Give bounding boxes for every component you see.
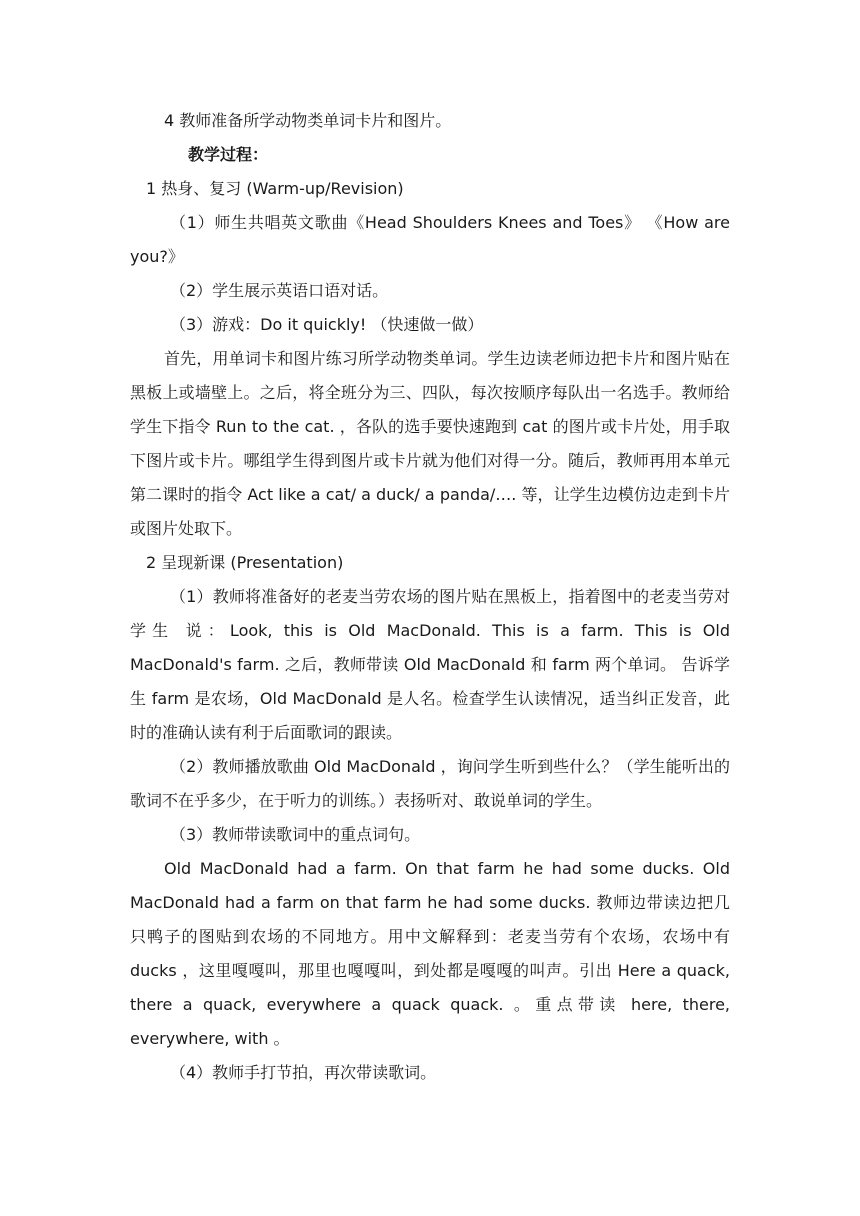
section-1-item-2: （2）学生展示英语口语对话。: [170, 281, 389, 300]
section-2-item-2: （2）教师播放歌曲 Old MacDonald ，询问学生听到些什么？（学生能听出的歌词不在乎多少，在于听力的训练。）表扬听对、敢说单词的学生。: [130, 757, 730, 810]
prep-item: 4 教师准备所学动物类单词卡片和图片。: [164, 111, 452, 130]
section-2-title: 2 呈现新课 (Presentation): [146, 553, 344, 572]
section-1-title: 1 热身、复习 (Warm-up/Revision): [146, 179, 404, 198]
section-2-item-1: （1）教师将准备好的老麦当劳农场的图片贴在黑板上，指着图中的老麦当劳对学生 说：Look, this is Old MacDonald. This is a farm. This is Old MacDonald's farm. 之后，教师带读 Old MacDonald 和 farm 两个单词。 告诉学生 farm 是农场，Old MacDonald 是人名。检查学生认读情况，适当纠正发音，此时的准确认读有利于后面歌词的跟读。: [130, 587, 730, 742]
section-2-paragraph: Old MacDonald had a farm. On that farm he had some ducks. Old MacDonald had a farm on that farm he had some ducks. 教师边带读边把几只鸭子的图贴到农场的不同地方。用中文解释到：老麦当劳有个农场，农场中有 ducks ，这里嘎嘎叫，那里也嘎嘎叫，到处都是嘎嘎的叫声。引出 Here a quack, there a quack, everywhere a quack quack. 。重点带读 here, there, everywhere, with 。: [130, 859, 730, 1048]
section-2-item-4: （4）教师手打节拍，再次带读歌词。: [170, 1063, 437, 1082]
process-heading: 教学过程：: [188, 145, 269, 164]
section-1-item-3: （3）游戏：Do it quickly! （快速做一做）: [170, 315, 484, 334]
section-2-item-3: （3）教师带读歌词中的重点词句。: [170, 825, 421, 844]
document-body: [130, 104, 730, 1090]
section-1-paragraph: 首先，用单词卡和图片练习所学动物类单词。学生边读老师边把卡片和图片贴在黑板上或墙壁上。之后，将全班分为三、四队，每次按顺序每队出一名选手。教师给学生下指令 Run to the cat. ，各队的选手要快速跑到 cat 的图片或卡片处，用手取下图片或卡片。哪组学生得到图片或卡片就为他们对得一分。随后，教师再用本单元第二课时的指令 Act like a cat/ a duck/ a panda/…. 等，让学生边模仿边走到卡片或图片处取下。: [130, 349, 730, 538]
section-1-item-1: （1）师生共唱英文歌曲《Head Shoulders Knees and Toes》 《How are you?》: [130, 213, 730, 266]
